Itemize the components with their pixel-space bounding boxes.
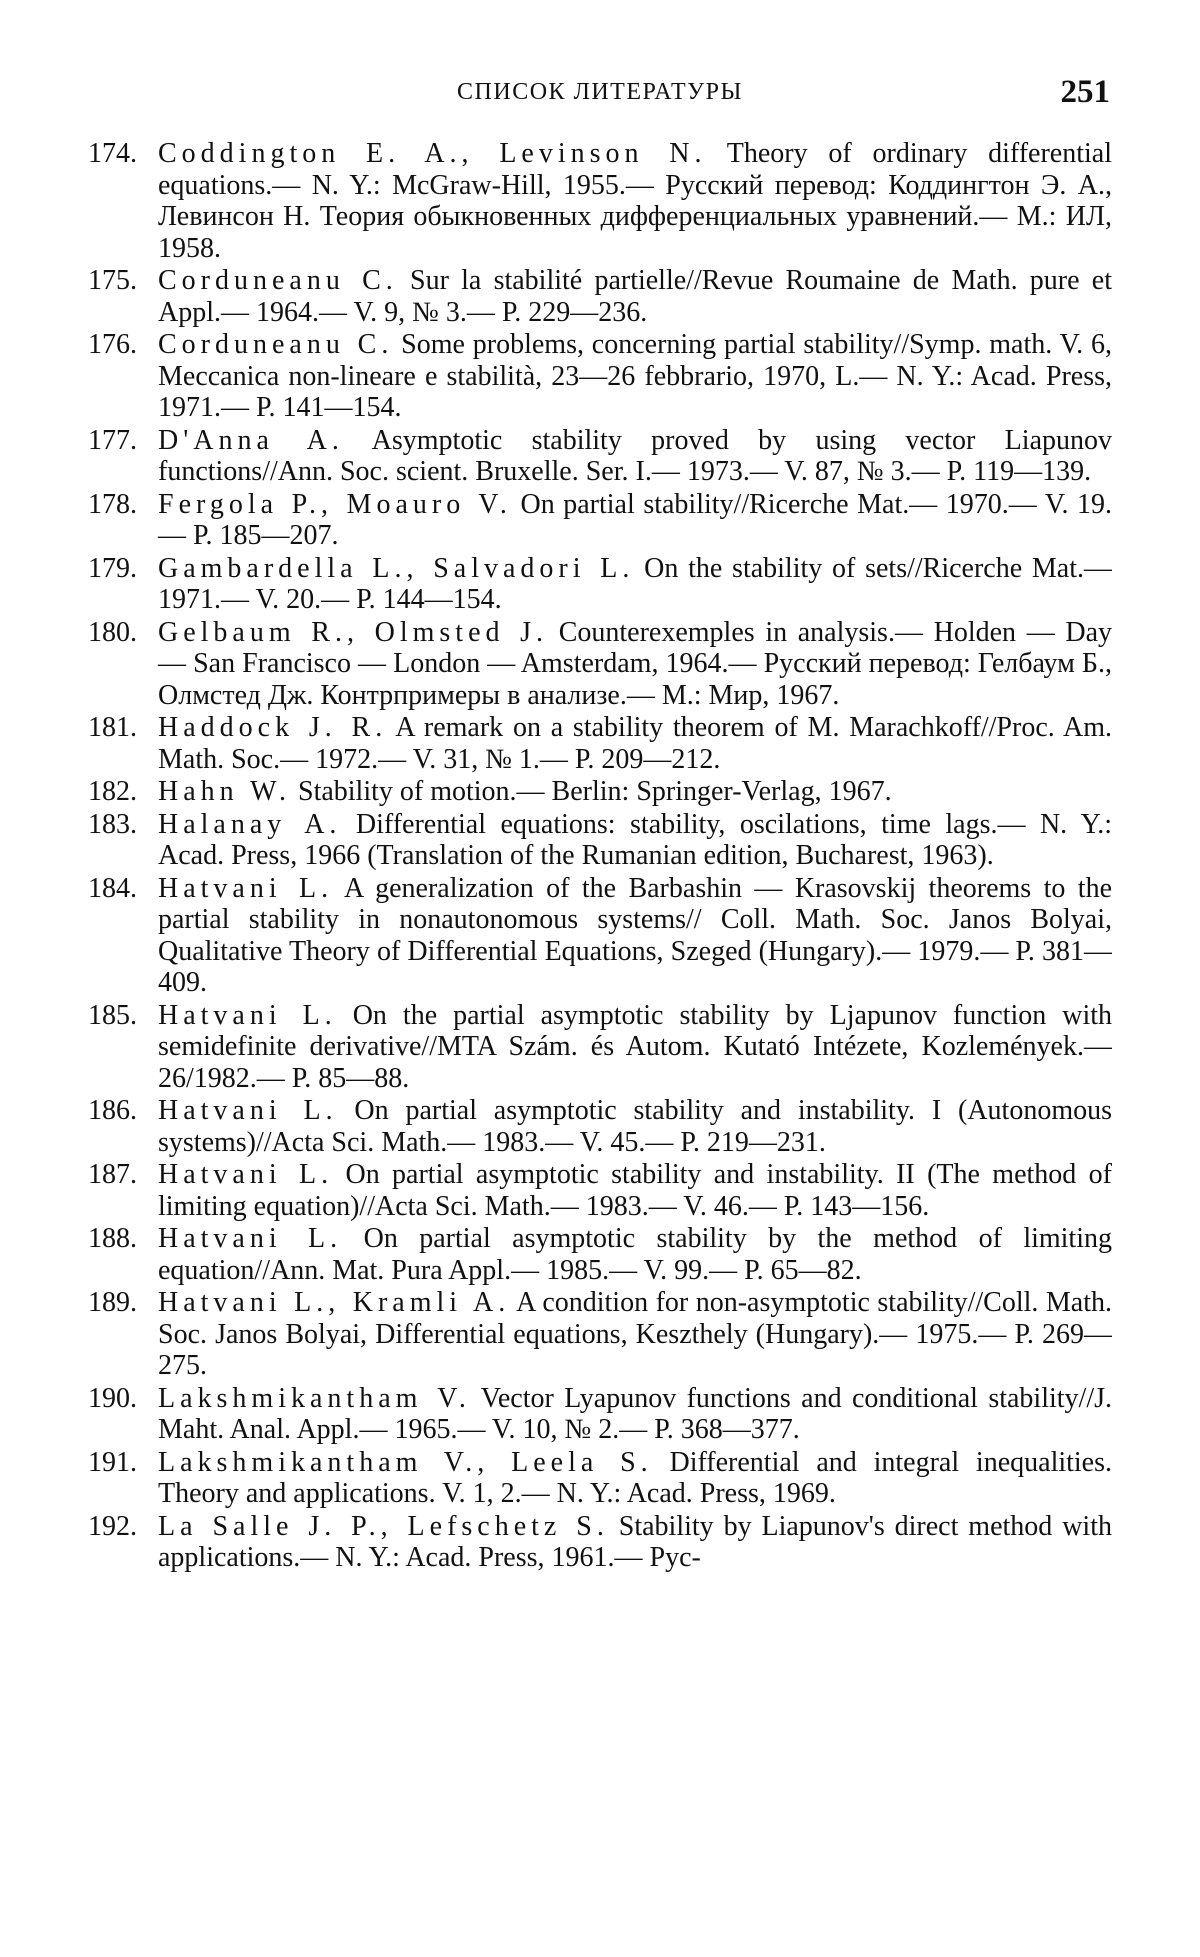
- reference-entry: [88, 776, 1112, 808]
- reference-text: Vector Lyapunov functions and conditional stability//J. Maht. Anal. Appl.— 1965.— V. 10, № 2.— P. 368—377.: [158, 1382, 1112, 1445]
- reference-authors: D'Anna A.: [158, 424, 344, 456]
- reference-number: 191.: [88, 1446, 137, 1478]
- reference-authors: Gambardella L., Salvadori L.: [158, 552, 635, 584]
- reference-authors: Hatvani L.: [158, 1095, 338, 1126]
- reference-number: 175.: [88, 265, 137, 296]
- reference-text: On partial asymptotic stability and instability. II (The method of limiting equation)//Acta Sci. Math.— 1983.— V. 46.— P. 143—156.: [158, 1159, 1112, 1222]
- reference-text: Stability of motion.— Berlin: Springer-Verlag, 1967.: [291, 776, 892, 807]
- reference-text: A generalization of the Barbashin — Krasovskij theorems to the partial stability in nonautonomous systems// Coll. Math. Soc. Janos Bolyai, Qualitative Theory of Differential Equations, Szeged (Hungary).— 1979.— P. 381—409.: [158, 872, 1112, 998]
- reference-text: Some problems, concerning partial stability//Symp. math. V. 6, Meccanica non-lineare e stabilità, 23—26 febbrario, 1970, L.— N. Y.: Acad. Press, 1971.— P. 141—154.: [158, 329, 1112, 423]
- reference-number: 192.: [88, 1510, 137, 1542]
- reference-authors: Coddington E. A., Levinson N.: [158, 138, 707, 169]
- reference-authors: La Salle J. P., Lefschetz S.: [158, 1510, 609, 1542]
- reference-authors: Hatvani L., Kramli A.: [158, 1287, 511, 1318]
- reference-number: 176.: [88, 329, 137, 360]
- reference-number: 186.: [88, 1095, 137, 1126]
- reference-number: 178.: [88, 488, 137, 520]
- reference-entry: [88, 265, 1112, 328]
- reference-entry: [88, 1000, 1112, 1095]
- reference-text: Differential equations: stability, oscilations, time lags.— N. Y.: Acad. Press, 1966 (Translation of the Rumanian edition, Bucharest, 1963).: [158, 808, 1112, 871]
- reference-entry: [88, 1095, 1112, 1158]
- reference-authors: Hahn W.: [158, 776, 291, 807]
- reference-entry: [88, 1447, 1112, 1510]
- reference-text: A condition for non-asymptotic stability//Coll. Math. Soc. Janos Bolyai, Differential equations, Keszthely (Hungary).— 1975.— P. 269—275.: [158, 1287, 1112, 1381]
- reference-entry: [88, 489, 1112, 552]
- reference-authors: Corduneanu C.: [158, 329, 394, 360]
- reference-number: 183.: [88, 808, 137, 840]
- reference-text: Asymptotic stability proved by using vector Liapunov functions//Ann. Soc. scient. Bruxelle. Ser. I.— 1973.— V. 87, № 3.— P. 119—139.: [158, 424, 1112, 487]
- reference-number: 190.: [88, 1382, 137, 1414]
- reference-entry: [88, 873, 1112, 999]
- reference-number: 185.: [88, 999, 137, 1031]
- reference-authors: Hatvani L.: [158, 999, 337, 1031]
- reference-text: On the partial asymptotic stability by Ljapunov function with semidefinite derivative//MTA Szám. és Autom. Kutató Intézete, Kozlemények.— 26/1982.— P. 85—88.: [158, 999, 1112, 1094]
- reference-authors: Halanay A.: [158, 808, 342, 840]
- reference-authors: Haddock J. R.: [158, 712, 388, 743]
- reference-number: 181.: [88, 712, 137, 743]
- reference-entry: [88, 425, 1112, 488]
- reference-number: 179.: [88, 552, 137, 584]
- reference-number: 180.: [88, 616, 137, 648]
- reference-text: A remark on a stability theorem of M. Marachkoff//Proc. Am. Math. Soc.— 1972.— V. 31, № 1.— P. 209—212.: [158, 712, 1112, 775]
- reference-entry: [88, 1383, 1112, 1446]
- reference-entry: [88, 1511, 1112, 1574]
- reference-entry: [88, 617, 1112, 712]
- reference-entry: [88, 1159, 1112, 1222]
- page-header: [0, 72, 1200, 112]
- reference-text: Sur la stabilité partielle//Revue Roumaine de Math. pure et Appl.— 1964.— V. 9, № 3.— P. 229—236.: [158, 265, 1112, 328]
- reference-number: 187.: [88, 1159, 137, 1190]
- reference-entry: [88, 138, 1112, 264]
- page-number: 251: [1060, 74, 1110, 110]
- reference-authors: Corduneanu C.: [158, 265, 398, 296]
- reference-entry: [88, 1287, 1112, 1382]
- reference-entry: [88, 712, 1112, 775]
- reference-number: 177.: [88, 424, 137, 456]
- reference-number: 174.: [88, 138, 137, 169]
- reference-number: 184.: [88, 872, 137, 904]
- reference-text: Stability by Liapunov's direct method with applications.— N. Y.: Acad. Press, 1961.— Рус-: [158, 1510, 1112, 1573]
- reference-number: 188.: [88, 1223, 137, 1254]
- reference-authors: Hatvani L.: [158, 872, 334, 904]
- reference-entry: [88, 329, 1112, 424]
- reference-number: 182.: [88, 776, 137, 807]
- reference-authors: Hatvani L.: [158, 1223, 343, 1254]
- reference-text: On partial asymptotic stability by the method of limiting equation//Ann. Mat. Pura Appl.— 1985.— V. 99.— P. 65—82.: [158, 1223, 1112, 1286]
- reference-text: Counterexemples in analysis.— Holden — Day — San Francisco — London — Amsterdam, 1964.— Русский перевод: Гелбаум Б., Олмстед Дж. Контрпримеры в анализе.— М.: Мир, 1967.: [158, 616, 1112, 711]
- reference-authors: Hatvani L.: [158, 1159, 334, 1190]
- reference-number: 189.: [88, 1287, 137, 1318]
- reference-text: On partial stability//Ricerche Mat.— 1970.— V. 19.— P. 185—207.: [158, 488, 1112, 551]
- reference-text: On the stability of sets//Ricerche Mat.— 1971.— V. 20.— P. 144—154.: [158, 552, 1112, 615]
- reference-entry: [88, 1223, 1112, 1286]
- reference-authors: Lakshmikantham V., Leela S.: [158, 1446, 653, 1478]
- running-title: СПИСОК ЛИТЕРАТУРЫ: [457, 79, 743, 105]
- reference-authors: Fergola P., Moauro V.: [158, 488, 512, 520]
- reference-text: Theory of ordinary differential equations.— N. Y.: McGraw-Hill, 1955.— Русский перевод: Коддингтон Э. А., Левинсон Н. Теория обыкновенных дифференциальных уравнений.— М.: ИЛ, 1958.: [158, 138, 1112, 264]
- reference-authors: Lakshmikantham V.: [158, 1382, 471, 1414]
- reference-entry: [88, 809, 1112, 872]
- reference-authors: Gelbaum R., Olmsted J.: [158, 616, 549, 648]
- reference-text: On partial asymptotic stability and instability. I (Autonomous systems)//Acta Sci. Math.— 1983.— V. 45.— P. 219—231.: [158, 1095, 1112, 1158]
- reference-list: [88, 138, 1112, 1938]
- reference-entry: [88, 553, 1112, 616]
- reference-text: Differential and integral inequalities. Theory and applications. V. 1, 2.— N. Y.: Acad. Press, 1969.: [158, 1446, 1112, 1509]
